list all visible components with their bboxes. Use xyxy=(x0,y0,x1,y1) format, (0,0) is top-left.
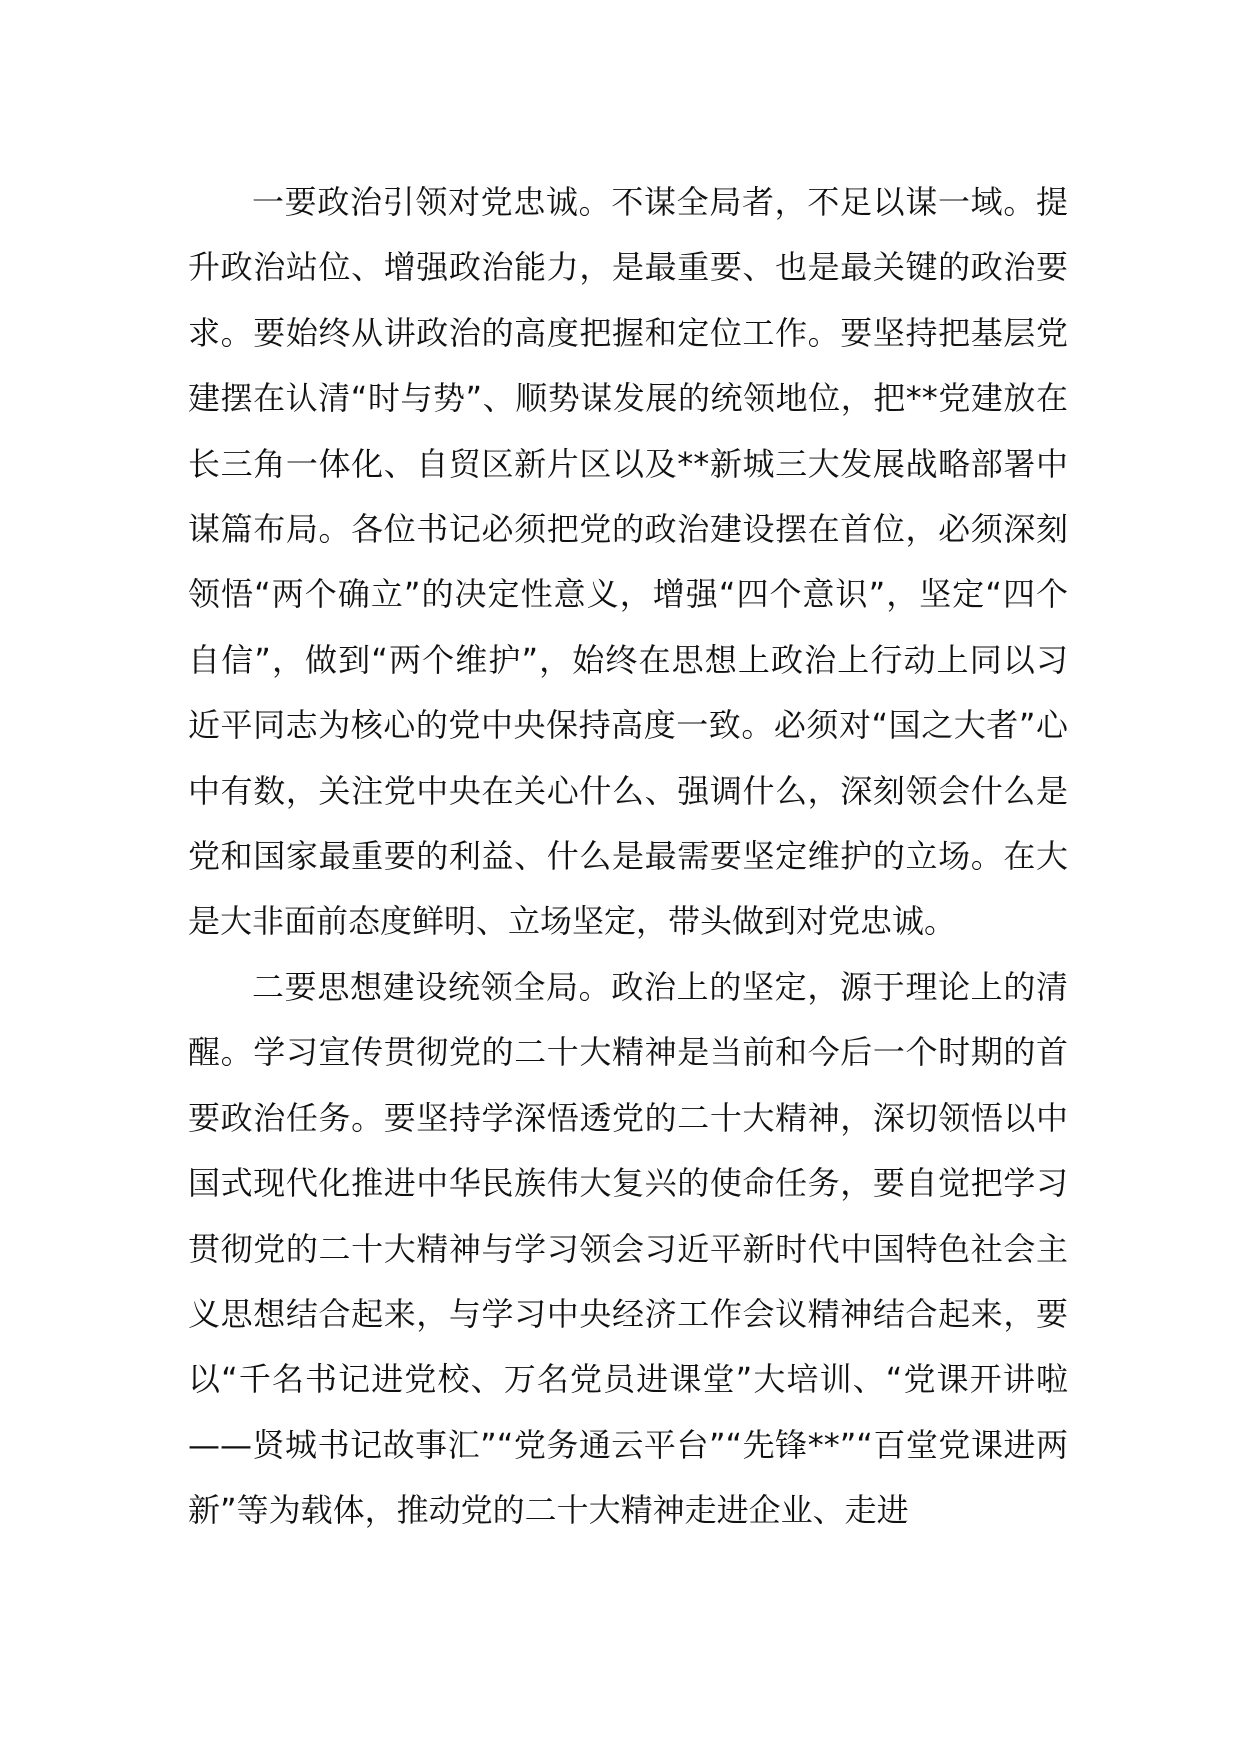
body-text xyxy=(188,170,1068,1544)
paragraph-political-leadership: 一要政治引领对党忠诚。不谋全局者，不足以谋一域。提升政治站位、增强政治能力，是最重要、也是最关键的政治要求。要始终从讲政治的高度把握和定位工作。要坚持把基层党建摆在认清“时与势”、顺势谋发展的统领地位，把**党建放在长三角一体化、自贸区新片区以及**新城三大发展战略部署中谋篇布局。各位书记必须把党的政治建设摆在首位，必须深刻领悟“两个确立”的决定性意义，增强“四个意识”，坚定“四个自信”，做到“两个维护”，始终在思想上政治上行动上同以习近平同志为核心的党中央保持高度一致。必须对“国之大者”心中有数，关注党中央在关心什么、强调什么，深刻领会什么是党和国家最重要的利益、什么是最需要坚定维护的立场。在大是大非面前态度鲜明、立场坚定，带头做到对党忠诚。 xyxy=(188,183,1068,941)
paragraph-ideological-building: 二要思想建设统领全局。政治上的坚定，源于理论上的清醒。学习宣传贯彻党的二十大精神是当前和今后一个时期的首要政治任务。要坚持学深悟透党的二十大精神，深切领悟以中国式现代化推进中华民族伟大复兴的使命任务，要自觉把学习贯彻党的二十大精神与学习领会习近平新时代中国特色社会主义思想结合起来，与学习中央经济工作会议精神结合起来，要以“千名书记进党校、万名党员进课堂”大培训、“党课开讲啦——贤城书记故事汇”“党务通云平台”“先锋**”“百堂党课进两新”等为载体，推动党的二十大精神走进企业、走进 xyxy=(188,967,1068,1530)
